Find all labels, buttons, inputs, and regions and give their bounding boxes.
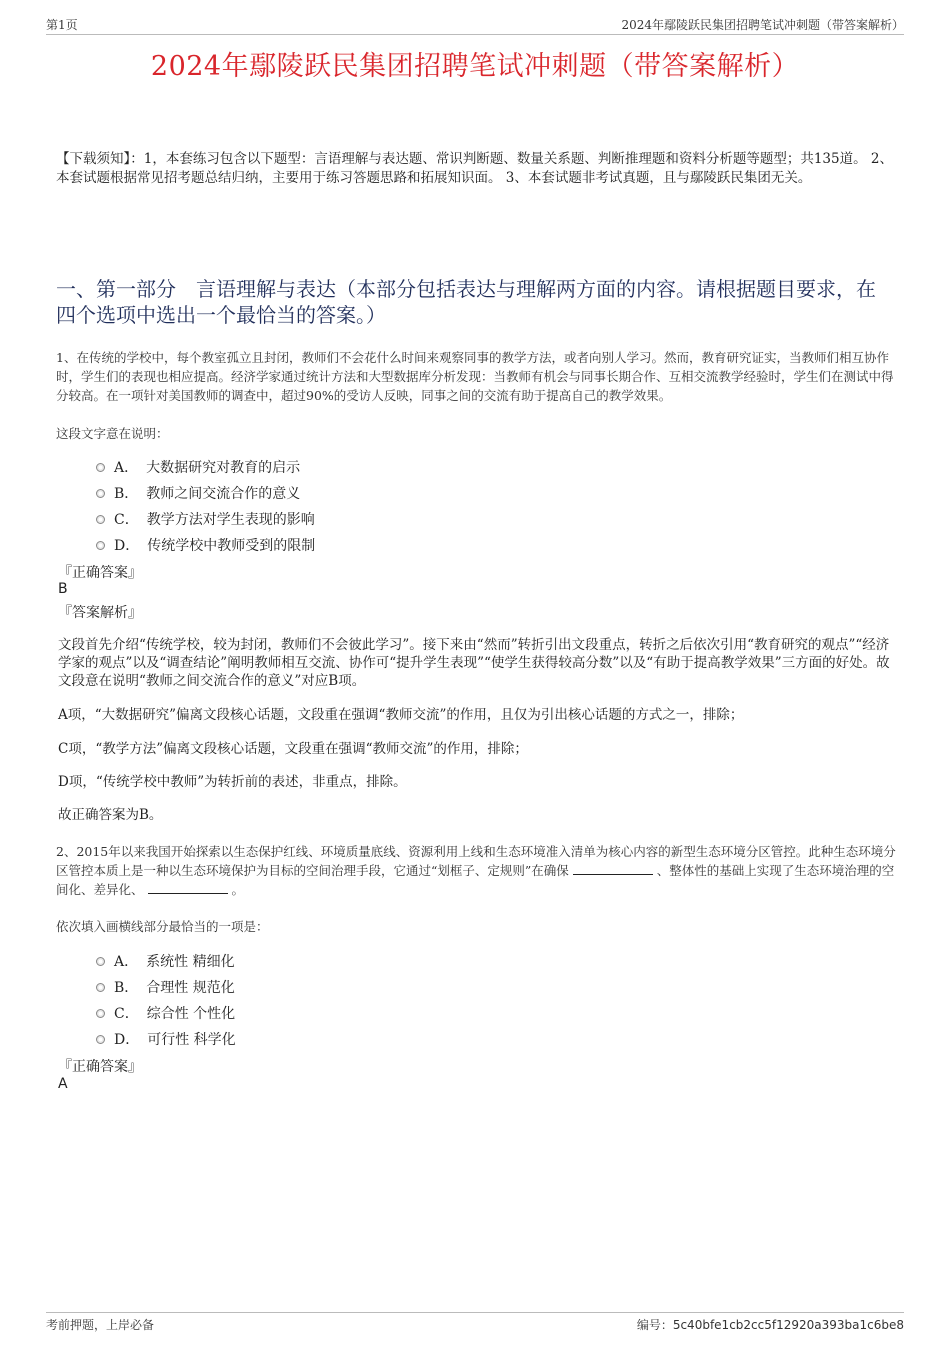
q1-analysis-paragraph: D项，“传统学校中教师”为转折前的表述，非重点，排除。 [58, 774, 407, 790]
question-2-prompt: 依次填入画横线部分最恰当的一项是： [56, 919, 269, 934]
q1-analysis-conclusion: 故正确答案为B。 [58, 807, 163, 823]
radio-icon[interactable] [96, 541, 105, 550]
q1-option-d[interactable]: D． 传统学校中教师受到的限制 [96, 535, 315, 555]
radio-icon[interactable] [96, 1009, 105, 1018]
document-title: 2024年鄢陵跃民集团招聘笔试冲刺题（带答案解析） [150, 51, 800, 82]
q1-option-c[interactable]: C． 教学方法对学生表现的影响 [96, 509, 315, 529]
q1-analysis-label: 『答案解析』 [58, 605, 142, 621]
q1-analysis-paragraph: 文段首先介绍“传统学校，较为封闭，教师们不会彼此学习”。接下来由“然而”转折引出文段重点，转折之后依次引用“教育研究的观点”“经济学家的观点”以及“调查结论”阐明教师相互交流、协作可“提升学生表现”“使学生获得较高分数”以及“有助于提高教学效果”三方面的好处。故文段意在说明“教师之间交流合作的意义”对应B项。 [58, 637, 890, 689]
q1-analysis-paragraph: C项，“教学方法”偏离文段核心话题，文段重在强调“教师交流”的作用，排除； [58, 741, 528, 757]
q1-analysis-paragraph: A项，“大数据研究”偏离文段核心话题，文段重在强调“教师交流”的作用，且仅为引出核心话题的方式之一，排除； [58, 707, 744, 723]
q2-option-a[interactable]: A． 系统性 精细化 [96, 951, 235, 971]
radio-icon[interactable] [96, 515, 105, 524]
q1-answer-label: 『正确答案』 [58, 565, 142, 581]
footer-code: 编号：5c40bfe1cb2cc5f12920a393ba1c6be8 [636, 1318, 904, 1332]
q2-option-d[interactable]: D． 可行性 科学化 [96, 1029, 236, 1049]
q1-option-a[interactable]: A． 大数据研究对教育的启示 [96, 457, 300, 477]
q2-option-c[interactable]: C． 综合性 个性化 [96, 1003, 235, 1023]
section-title: 一、第一部分 言语理解与表达（本部分包括表达与理解两方面的内容。请根据题目要求，在四个选项中选出一个最恰当的答案。） [56, 277, 876, 327]
q2-answer-label: 『正确答案』 [58, 1059, 142, 1075]
radio-icon[interactable] [96, 463, 105, 472]
radio-icon[interactable] [96, 489, 105, 498]
fill-blank-2 [148, 881, 228, 894]
question-2-text: 2、2015年以来我国开始探索以生态保护红线、环境质量底线、资源利用上线和生态环境准入清单为核心内容的新型生态环境分区管控。此种生态环境分区管控本质上是一种以生态环境保护为目标的空间治理手段，它通过“划框子、定规则”在确保 、整体性的基础上实现了生态环境治理的空间化、差异化、 。 [56, 844, 896, 897]
radio-icon[interactable] [96, 957, 105, 966]
footer-slogan: 考前押题，上岸必备 [46, 1318, 155, 1332]
radio-icon[interactable] [96, 983, 105, 992]
fill-blank-1 [573, 862, 653, 875]
page-header [46, 14, 904, 35]
q2-option-b[interactable]: B． 合理性 规范化 [96, 977, 235, 997]
question-1-text: 1、在传统的学校中，每个教室孤立且封闭，教师们不会花什么时间来观察同事的教学方法，或者向别人学习。然而，教育研究证实，当教师们相互协作时，学生们的表现也相应提高。经济学家通过统计方法和大型数据库分析发现：当教师有机会与同事长期合作、互相交流教学经验时，学生们在测试中得分较高。在一项针对美国教师的调查中，超过90%的受访人反映，同事之间的交流有助于提高自己的教学效果。 [56, 350, 894, 403]
page-number: 第1页 [46, 18, 78, 32]
radio-icon[interactable] [96, 1035, 105, 1044]
q2-answer: A [58, 1076, 68, 1092]
question-1-prompt: 这段文字意在说明： [56, 426, 169, 441]
q1-option-b[interactable]: B． 教师之间交流合作的意义 [96, 483, 300, 503]
page-footer [46, 1312, 904, 1335]
q1-answer: B [58, 581, 68, 597]
download-notice: 【下载须知】：1，本套练习包含以下题型：言语理解与表达题、常识判断题、数量关系题、判断推理题和资料分析题等题型；共135道。 2、本套试题根据常见招考题总结归纳，主要用于练习答题思路和拓展知识面。 3、本套试题非考试真题，且与鄢陵跃民集团无关。 [56, 151, 893, 186]
header-doc-title: 2024年鄢陵跃民集团招聘笔试冲刺题（带答案解析） [621, 18, 904, 32]
